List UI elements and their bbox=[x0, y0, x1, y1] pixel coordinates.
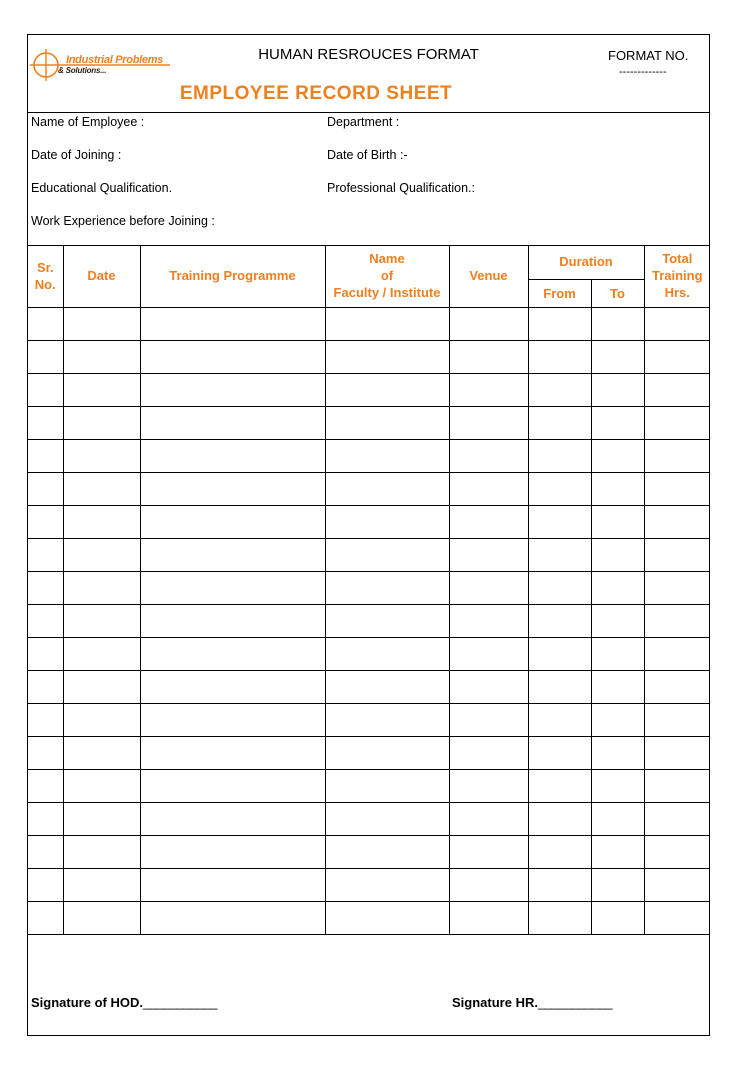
cell-training-programme[interactable] bbox=[140, 769, 325, 802]
cell-training-programme[interactable] bbox=[140, 736, 325, 769]
cell-venue[interactable] bbox=[449, 307, 528, 340]
cell-sr-no[interactable] bbox=[28, 901, 63, 934]
signature-hod bbox=[31, 995, 217, 1010]
cell-to[interactable] bbox=[591, 769, 644, 802]
cell-training-programme[interactable] bbox=[140, 373, 325, 406]
col-from bbox=[528, 279, 591, 307]
cell-faculty[interactable] bbox=[325, 670, 449, 703]
cell-venue[interactable] bbox=[449, 604, 528, 637]
table-row bbox=[28, 604, 710, 637]
cell-training-programme[interactable] bbox=[140, 835, 325, 868]
cell-date[interactable] bbox=[63, 406, 140, 439]
cell-training-programme[interactable] bbox=[140, 472, 325, 505]
format-number-value: ------------- bbox=[619, 66, 667, 78]
cell-faculty[interactable] bbox=[325, 736, 449, 769]
cell-venue[interactable] bbox=[449, 670, 528, 703]
signature-hod-label: Signature of HOD. bbox=[31, 995, 143, 1010]
cell-from[interactable] bbox=[528, 373, 591, 406]
table-row bbox=[28, 505, 710, 538]
cell-sr-no[interactable] bbox=[28, 802, 63, 835]
cell-date[interactable] bbox=[63, 373, 140, 406]
col-total-training bbox=[644, 245, 710, 307]
cell-to[interactable] bbox=[591, 406, 644, 439]
cell-sr-no[interactable] bbox=[28, 604, 63, 637]
name-of-employee-field: Name of Employee : bbox=[31, 115, 145, 129]
cell-to[interactable] bbox=[591, 505, 644, 538]
table-row bbox=[28, 736, 710, 769]
cell-total-training[interactable] bbox=[644, 637, 710, 670]
cell-date[interactable] bbox=[63, 571, 140, 604]
cell-training-programme[interactable] bbox=[140, 703, 325, 736]
col-to bbox=[591, 279, 644, 307]
cell-sr-no[interactable] bbox=[28, 505, 63, 538]
col-total-training-label: Total Training Hrs. bbox=[651, 251, 703, 301]
employee-info-section bbox=[28, 112, 709, 246]
training-table bbox=[28, 245, 710, 935]
col-venue bbox=[449, 245, 528, 307]
cell-total-training[interactable] bbox=[644, 769, 710, 802]
cell-to[interactable] bbox=[591, 637, 644, 670]
table-row bbox=[28, 868, 710, 901]
table-row bbox=[28, 637, 710, 670]
col-date-label: Date bbox=[87, 268, 116, 284]
cell-faculty[interactable] bbox=[325, 637, 449, 670]
cell-sr-no[interactable] bbox=[28, 307, 63, 340]
cell-from[interactable] bbox=[528, 604, 591, 637]
cell-to[interactable] bbox=[591, 571, 644, 604]
cell-to[interactable] bbox=[591, 373, 644, 406]
cell-sr-no[interactable] bbox=[28, 373, 63, 406]
sheet-subtitle-text: EMPLOYEE RECORD SHEET bbox=[179, 83, 453, 104]
cell-venue[interactable] bbox=[449, 373, 528, 406]
cell-faculty[interactable] bbox=[325, 571, 449, 604]
cell-faculty[interactable] bbox=[325, 373, 449, 406]
format-number-label: FORMAT NO. bbox=[608, 48, 689, 63]
cell-date[interactable] bbox=[63, 736, 140, 769]
col-faculty bbox=[325, 245, 449, 307]
table-row bbox=[28, 538, 710, 571]
cell-faculty[interactable] bbox=[325, 604, 449, 637]
cell-venue[interactable] bbox=[449, 571, 528, 604]
cell-training-programme[interactable] bbox=[140, 439, 325, 472]
cell-date[interactable] bbox=[63, 538, 140, 571]
cell-date[interactable] bbox=[63, 307, 140, 340]
cell-venue[interactable] bbox=[449, 637, 528, 670]
cell-venue[interactable] bbox=[449, 406, 528, 439]
col-date bbox=[63, 245, 140, 307]
cell-total-training[interactable] bbox=[644, 736, 710, 769]
cell-from[interactable] bbox=[528, 538, 591, 571]
col-sr-no-label: Sr. No. bbox=[34, 259, 56, 292]
cell-sr-no[interactable] bbox=[28, 340, 63, 373]
cell-sr-no[interactable] bbox=[28, 703, 63, 736]
cell-training-programme[interactable] bbox=[140, 505, 325, 538]
cell-venue[interactable] bbox=[449, 439, 528, 472]
cell-to[interactable] bbox=[591, 802, 644, 835]
cell-sr-no[interactable] bbox=[28, 637, 63, 670]
cell-date[interactable] bbox=[63, 472, 140, 505]
cell-faculty[interactable] bbox=[325, 307, 449, 340]
table-row bbox=[28, 472, 710, 505]
sheet-subtitle bbox=[28, 83, 604, 105]
logo-text-primary: Industrial Problems bbox=[66, 54, 163, 66]
cell-total-training[interactable] bbox=[644, 340, 710, 373]
cell-from[interactable] bbox=[528, 637, 591, 670]
cell-date[interactable] bbox=[63, 802, 140, 835]
record-sheet bbox=[27, 34, 710, 1036]
cell-venue[interactable] bbox=[449, 802, 528, 835]
cell-sr-no[interactable] bbox=[28, 769, 63, 802]
col-duration bbox=[528, 245, 644, 279]
cell-training-programme[interactable] bbox=[140, 538, 325, 571]
cell-venue[interactable] bbox=[449, 769, 528, 802]
logo-text-secondary: & Solutions... bbox=[58, 66, 107, 75]
cell-total-training[interactable] bbox=[644, 505, 710, 538]
col-from-label: From bbox=[543, 285, 576, 301]
work-experience-field: Work Experience before Joining : bbox=[31, 214, 215, 228]
table-row bbox=[28, 802, 710, 835]
cell-total-training[interactable] bbox=[644, 538, 710, 571]
training-table-body bbox=[28, 307, 710, 934]
signature-hr-line: ___________ bbox=[537, 995, 612, 1010]
col-sr-no bbox=[28, 245, 63, 307]
cell-total-training[interactable] bbox=[644, 670, 710, 703]
cell-faculty[interactable] bbox=[325, 868, 449, 901]
cell-venue[interactable] bbox=[449, 505, 528, 538]
cell-from[interactable] bbox=[528, 703, 591, 736]
cell-from[interactable] bbox=[528, 439, 591, 472]
signature-section bbox=[28, 939, 709, 1035]
cell-from[interactable] bbox=[528, 406, 591, 439]
cell-to[interactable] bbox=[591, 538, 644, 571]
cell-date[interactable] bbox=[63, 769, 140, 802]
cell-date[interactable] bbox=[63, 670, 140, 703]
cell-to[interactable] bbox=[591, 472, 644, 505]
cell-to[interactable] bbox=[591, 901, 644, 934]
cell-sr-no[interactable] bbox=[28, 835, 63, 868]
table-row bbox=[28, 703, 710, 736]
cell-from[interactable] bbox=[528, 505, 591, 538]
cell-training-programme[interactable] bbox=[140, 307, 325, 340]
cell-training-programme[interactable] bbox=[140, 604, 325, 637]
educational-qualification-field: Educational Qualification. bbox=[31, 181, 173, 195]
table-row bbox=[28, 835, 710, 868]
signature-hr bbox=[452, 995, 612, 1010]
cell-faculty[interactable] bbox=[325, 769, 449, 802]
cell-sr-no[interactable] bbox=[28, 439, 63, 472]
cell-from[interactable] bbox=[528, 670, 591, 703]
cell-faculty[interactable] bbox=[325, 901, 449, 934]
cell-training-programme[interactable] bbox=[140, 802, 325, 835]
table-row bbox=[28, 373, 710, 406]
date-of-joining-field: Date of Joining : bbox=[31, 148, 122, 162]
cell-date[interactable] bbox=[63, 868, 140, 901]
signature-hod-line: ___________ bbox=[142, 995, 217, 1010]
cell-from[interactable] bbox=[528, 340, 591, 373]
cell-from[interactable] bbox=[528, 835, 591, 868]
cell-training-programme[interactable] bbox=[140, 571, 325, 604]
cell-faculty[interactable] bbox=[325, 340, 449, 373]
cell-to[interactable] bbox=[591, 703, 644, 736]
cell-venue[interactable] bbox=[449, 736, 528, 769]
cell-venue[interactable] bbox=[449, 340, 528, 373]
cell-training-programme[interactable] bbox=[140, 637, 325, 670]
cell-sr-no[interactable] bbox=[28, 736, 63, 769]
col-duration-label: Duration bbox=[559, 254, 613, 270]
cell-from[interactable] bbox=[528, 307, 591, 340]
cell-faculty[interactable] bbox=[325, 538, 449, 571]
table-row bbox=[28, 340, 710, 373]
table-row bbox=[28, 439, 710, 472]
cell-from[interactable] bbox=[528, 472, 591, 505]
date-of-birth-field: Date of Birth :- bbox=[327, 148, 408, 162]
cell-to[interactable] bbox=[591, 307, 644, 340]
cell-from[interactable] bbox=[528, 901, 591, 934]
cell-to[interactable] bbox=[591, 340, 644, 373]
cell-to[interactable] bbox=[591, 604, 644, 637]
cell-sr-no[interactable] bbox=[28, 406, 63, 439]
cell-to[interactable] bbox=[591, 439, 644, 472]
professional-qualification-field: Professional Qualification.: bbox=[327, 181, 475, 195]
table-row bbox=[28, 571, 710, 604]
col-to-label: To bbox=[610, 285, 625, 301]
cell-faculty[interactable] bbox=[325, 835, 449, 868]
table-row bbox=[28, 901, 710, 934]
cell-date[interactable] bbox=[63, 901, 140, 934]
cell-total-training[interactable] bbox=[644, 373, 710, 406]
sheet-header bbox=[28, 35, 709, 113]
cell-venue[interactable] bbox=[449, 901, 528, 934]
cell-total-training[interactable] bbox=[644, 868, 710, 901]
table-row bbox=[28, 769, 710, 802]
cell-training-programme[interactable] bbox=[140, 406, 325, 439]
cell-date[interactable] bbox=[63, 505, 140, 538]
cell-faculty[interactable] bbox=[325, 802, 449, 835]
col-training-programme bbox=[140, 245, 325, 307]
cell-date[interactable] bbox=[63, 637, 140, 670]
cell-training-programme[interactable] bbox=[140, 868, 325, 901]
cell-total-training[interactable] bbox=[644, 439, 710, 472]
signature-hr-label: Signature HR. bbox=[452, 995, 538, 1010]
cell-sr-no[interactable] bbox=[28, 571, 63, 604]
table-row bbox=[28, 670, 710, 703]
cell-venue[interactable] bbox=[449, 835, 528, 868]
cell-total-training[interactable] bbox=[644, 307, 710, 340]
cell-date[interactable] bbox=[63, 835, 140, 868]
col-faculty-label: Name of Faculty / Institute bbox=[333, 251, 441, 301]
cell-sr-no[interactable] bbox=[28, 670, 63, 703]
cell-faculty[interactable] bbox=[325, 439, 449, 472]
cell-from[interactable] bbox=[528, 571, 591, 604]
cell-from[interactable] bbox=[528, 736, 591, 769]
cell-venue[interactable] bbox=[449, 868, 528, 901]
cell-training-programme[interactable] bbox=[140, 340, 325, 373]
cell-sr-no[interactable] bbox=[28, 472, 63, 505]
cell-total-training[interactable] bbox=[644, 703, 710, 736]
cell-date[interactable] bbox=[63, 439, 140, 472]
cell-training-programme[interactable] bbox=[140, 670, 325, 703]
cell-to[interactable] bbox=[591, 835, 644, 868]
cell-total-training[interactable] bbox=[644, 802, 710, 835]
cell-total-training[interactable] bbox=[644, 571, 710, 604]
cell-training-programme[interactable] bbox=[140, 901, 325, 934]
col-venue-label: Venue bbox=[469, 268, 508, 284]
page-title: HUMAN RESROUCES FORMAT bbox=[258, 46, 479, 63]
table-row bbox=[28, 307, 710, 340]
cell-date[interactable] bbox=[63, 340, 140, 373]
cell-from[interactable] bbox=[528, 769, 591, 802]
cell-from[interactable] bbox=[528, 868, 591, 901]
cell-to[interactable] bbox=[591, 868, 644, 901]
cell-venue[interactable] bbox=[449, 472, 528, 505]
cell-sr-no[interactable] bbox=[28, 538, 63, 571]
cell-date[interactable] bbox=[63, 604, 140, 637]
col-training-programme-label: Training Programme bbox=[169, 268, 296, 284]
cell-faculty[interactable] bbox=[325, 703, 449, 736]
cell-venue[interactable] bbox=[449, 538, 528, 571]
cell-to[interactable] bbox=[591, 736, 644, 769]
cell-faculty[interactable] bbox=[325, 406, 449, 439]
cell-venue[interactable] bbox=[449, 703, 528, 736]
cell-date[interactable] bbox=[63, 703, 140, 736]
cell-total-training[interactable] bbox=[644, 406, 710, 439]
cell-total-training[interactable] bbox=[644, 472, 710, 505]
cell-total-training[interactable] bbox=[644, 604, 710, 637]
cell-faculty[interactable] bbox=[325, 505, 449, 538]
department-field: Department : bbox=[327, 115, 400, 129]
cell-sr-no[interactable] bbox=[28, 868, 63, 901]
cell-faculty[interactable] bbox=[325, 472, 449, 505]
table-row bbox=[28, 406, 710, 439]
cell-total-training[interactable] bbox=[644, 835, 710, 868]
cell-to[interactable] bbox=[591, 670, 644, 703]
cell-total-training[interactable] bbox=[644, 901, 710, 934]
cell-from[interactable] bbox=[528, 802, 591, 835]
